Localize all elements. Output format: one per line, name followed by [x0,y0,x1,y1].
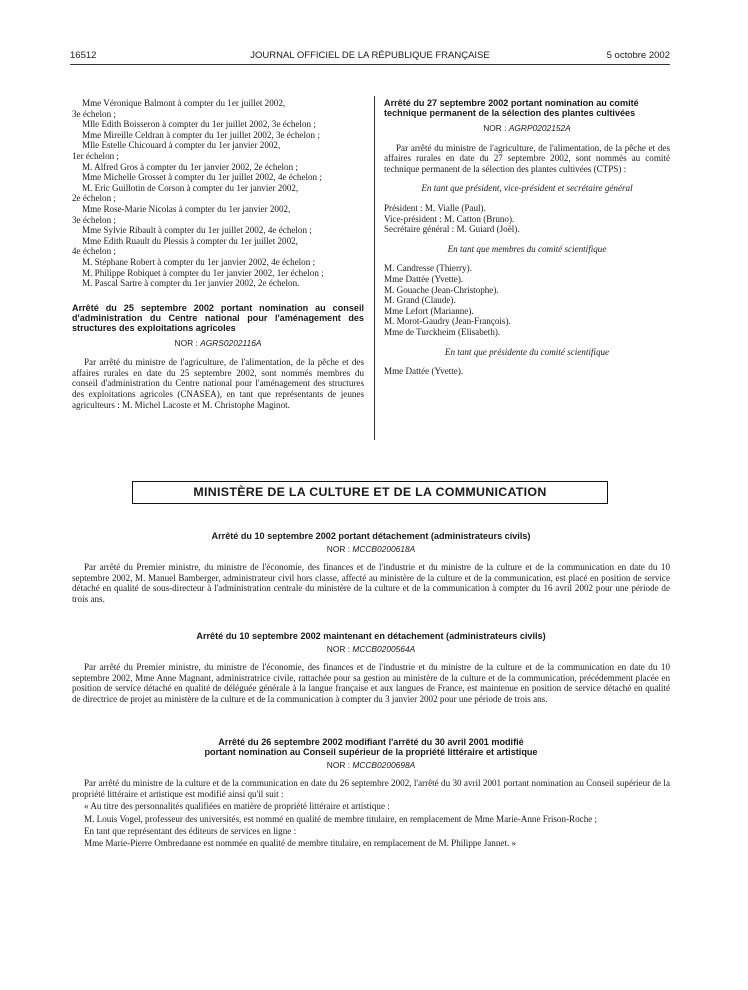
decree-cspla [72,737,670,849]
list-item: M. Pascal Sartre à compter du 1er janvier 2002, 2e échelon. [82,278,300,289]
decree-title-cnasea: Arrêté du 25 septembre 2002 portant nomination au conseil d'administration du Centre national pour l'aménagement des structures des exploitations agricoles [72,302,364,333]
right-column [384,98,670,377]
decree-magnant [72,631,670,704]
decree-body: « Au titre des personnalités qualifiées en matière de propriété littéraire et artistique : [84,801,390,812]
list-item: Mme Véronique Balmont à compter du 1er juillet 2002, [82,98,286,108]
list-item: M. Candresse (Thierry). [384,263,472,274]
list-item: M. Grand (Claude). [384,295,456,306]
decree-body: En tant que représentant des éditeurs de services en ligne : [84,826,297,837]
decree-body: Par arrêté du Premier ministre, du ministre de l'économie, des finances et de l'industrie et du ministre de la culture et de la communication en date du 10 septembre 2002, M. Manuel Bamberger, administrateur civil hors classe, affecté au ministère de la culture et de la communication, est placé en position de service détaché en qualité de sous-directeur à l'administration centrale du ministère de la culture et de la communication à compter du 16 avril 2002 pour une période de trois ans. [72,562,670,604]
list-item: M. Stéphane Robert à compter du 1er janvier 2002, 4e échelon ; [82,256,316,267]
decree-body: Mme Marie-Pierre Ombredanne est nommée en qualité de membre titulaire, en remplacement de M. Philippe Jannet. » [84,838,517,849]
list-item: M. Philippe Robiquet à compter du 1er janvier 2002, 1er échelon ; [82,267,324,278]
list-item: Président : M. Vialle (Paul). [384,202,486,213]
page-number: 16512 [70,50,97,61]
nor-reference: NOR : AGRP0202152A [483,123,571,133]
list-item: 3e échelon ; [72,108,116,119]
running-header [70,50,670,64]
decree-bamberger [72,531,670,604]
nor-reference: NOR : MCCB0200564A [326,644,416,654]
header-rule [70,64,670,65]
list-item: Vice-président : M. Catton (Bruno). [384,213,515,224]
nor-reference: NOR : MCCB0200618A [326,544,416,554]
list-item: Mme Lefort (Marianne). [384,305,474,316]
list-item: Mme Edith Ruault du Plessis à compter du 1er juillet 2002, [82,235,298,246]
list-item: Mme Mireille Celdran à compter du 1er juillet 2002, 3e échelon ; [82,129,320,140]
left-column [72,98,364,410]
section-heading: En tant que président, vice-président et secrétaire général [421,183,633,194]
list-item: 3e échelon ; [72,214,116,225]
decree-title-ctps: Arrêté du 27 septembre 2002 portant nomination au comité technique permanent de la sélection des plantes cultivées [384,98,639,118]
decree-title: Arrêté du 10 septembre 2002 maintenant en détachement (administrateurs civils) [196,631,546,641]
list-item: 2e échelon ; [72,193,116,204]
list-item: Mme Michelle Grosset à compter du 1er juillet 2002, 4e échelon ; [82,172,322,183]
list-item: Mlle Estelle Chicouard à compter du 1er janvier 2002, [82,140,281,151]
list-item: Mme Dattée (Yvette). [384,273,464,284]
issue-date: 5 octobre 2002 [606,50,670,61]
list-item: M. Morot-Gaudry (Jean-François). [384,316,511,327]
nor-reference: NOR : AGRS0202116A [174,337,262,348]
list-item: 1er échelon ; [72,150,119,161]
decree-body: Par arrêté du Premier ministre, du ministre de l'économie, des finances et de l'industrie et du ministre de la culture et de la communication en date du 10 septembre 2002, Mme Anne Magnant, administratrice civile, rattachée pour sa gestion au ministère de la culture et de la communication, précédemment placée en position de service détaché en qualité de déléguée générale à la langue française et aux langues de France, est maintenue en position de service détaché en qualité de directrice de projet au ministère de la culture et de la communication à compter du 3 janvier 2002 pour une période de trois ans. [72,662,670,704]
section-heading: En tant que membres du comité scientifique [447,243,607,254]
ministry-banner: MINISTÈRE DE LA CULTURE ET DE LA COMMUNICATION [132,481,608,504]
promotion-list [72,98,364,289]
list-item: Mlle Edith Boisseron à compter du 1er juillet 2002, 3e échelon ; [82,119,316,130]
nor-reference: NOR : MCCB0200698A [326,760,416,770]
list-item: M. Eric Guillotin de Corson à compter du 1er janvier 2002, [82,182,299,193]
list-item: Mme Sylvie Ribault à compter du 1er juillet 2002, 4e échelon ; [82,225,312,236]
list-item: Secrétaire général : M. Guiard (Joël). [384,224,520,235]
decree-body: Par arrêté du ministre de la culture et de la communication en date du 26 septembre 2002, l'arrêté du 30 avril 2001 portant nomination au Conseil supérieur de la propriété littéraire et artistique est modifié ainsi qu'il suit : [72,778,670,799]
column-divider [374,96,375,440]
list-item: Mme Rose-Marie Nicolas à compter du 1er janvier 2002, [82,203,291,214]
decree-title: Arrêté du 10 septembre 2002 portant détachement (administrateurs civils) [211,531,531,541]
list-item: M. Alfred Gros à compter du 1er janvier 2002, 2e échelon ; [82,161,298,172]
journal-title: JOURNAL OFFICIEL DE LA RÉPUBLIQUE FRANÇAISE [250,50,490,61]
decree-title: Arrêté du 26 septembre 2002 modifiant l'arrêté du 30 avril 2001 modifié [218,737,524,747]
list-item: 4e échelon ; [72,246,116,257]
list-item: M. Gouache (Jean-Christophe). [384,284,499,295]
decree-body: M. Louis Vogel, professeur des universités, est nommé en qualité de membre titulaire, en remplacement de Mme Marie-Anne Frison-Roche ; [84,813,598,824]
list-item: Mme de Turckheim (Elisabeth). [384,326,501,337]
section-heading: En tant que présidente du comité scientifique [444,346,610,357]
list-item: Mme Dattée (Yvette). [384,366,464,377]
decree-body-ctps: Par arrêté du ministre de l'agriculture, de l'alimentation, de la pêche et des affaires rurales en date du 27 septembre 2002, sont nommés au comité technique permanent de la sélection des plantes cultivées (CTPS) : [384,142,670,174]
decree-title: portant nomination au Conseil supérieur de la propriété littéraire et artistique [204,747,538,757]
decree-body-cnasea: Par arrêté du ministre de l'agriculture, de l'alimentation, de la pêche et des affaires rurales en date du 25 septembre 2002, sont nommés membres du conseil d'administration du Centre national pour l'aménagement des structures des exploitations agricoles (CNASEA), en tant que représentants de jeunes agriculteurs : M. Michel Lacoste et M. Christophe Maginot. [72,357,364,410]
